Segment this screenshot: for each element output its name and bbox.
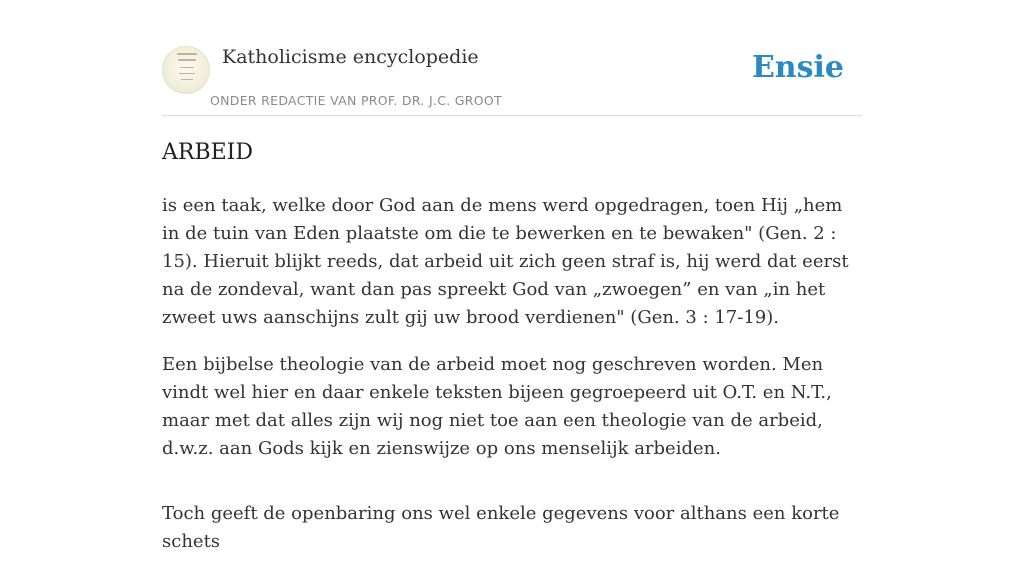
entry-title: ARBEID — [162, 140, 254, 165]
book-editor-subtitle: ONDER REDACTIE VAN PROF. DR. J.C. GROOT — [210, 93, 502, 108]
article-paragraph: is een taak, welke door God aan de mens werd opgedragen, toen Hij „hem in de tuin van Eden plaatste om die te bewerken en te bewaken" (Gen. 2 : 15). Hieruit blijkt reeds, dat arbeid uit zich geen straf is, hij werd dat eerst na de zondeval, want dan pas spreekt God van „zwoegen” en van „in het zweet uws aanschijns zult gij uw brood verdienen" (Gen. 3 : 17-19). — [162, 195, 849, 328]
book-title[interactable]: Katholicisme encyclopedie — [222, 46, 479, 68]
brand-logo[interactable]: Ensie — [751, 50, 844, 85]
book-cover-icon[interactable] — [162, 46, 210, 94]
article-paragraph: Een bijbelse theologie van de arbeid moet nog geschreven worden. Men vindt wel hier en daar enkele teksten bijeen gegroepeerd uit O.T. en N.T., maar met dat alles zijn wij nog niet toe aan een theologie van de arbeid, d.w.z. aan Gods kijk en zienswijze op ons menselijk arbeiden. — [162, 354, 832, 459]
cover-line — [180, 67, 194, 68]
cover-line — [177, 53, 197, 55]
cover-line — [179, 73, 195, 74]
article-paragraph: Toch geeft de openbaring ons wel enkele gegevens voor althans een korte schets — [162, 503, 840, 552]
cover-line — [178, 59, 196, 61]
header — [162, 40, 862, 116]
cover-line — [181, 79, 193, 80]
article-body — [162, 192, 864, 575]
